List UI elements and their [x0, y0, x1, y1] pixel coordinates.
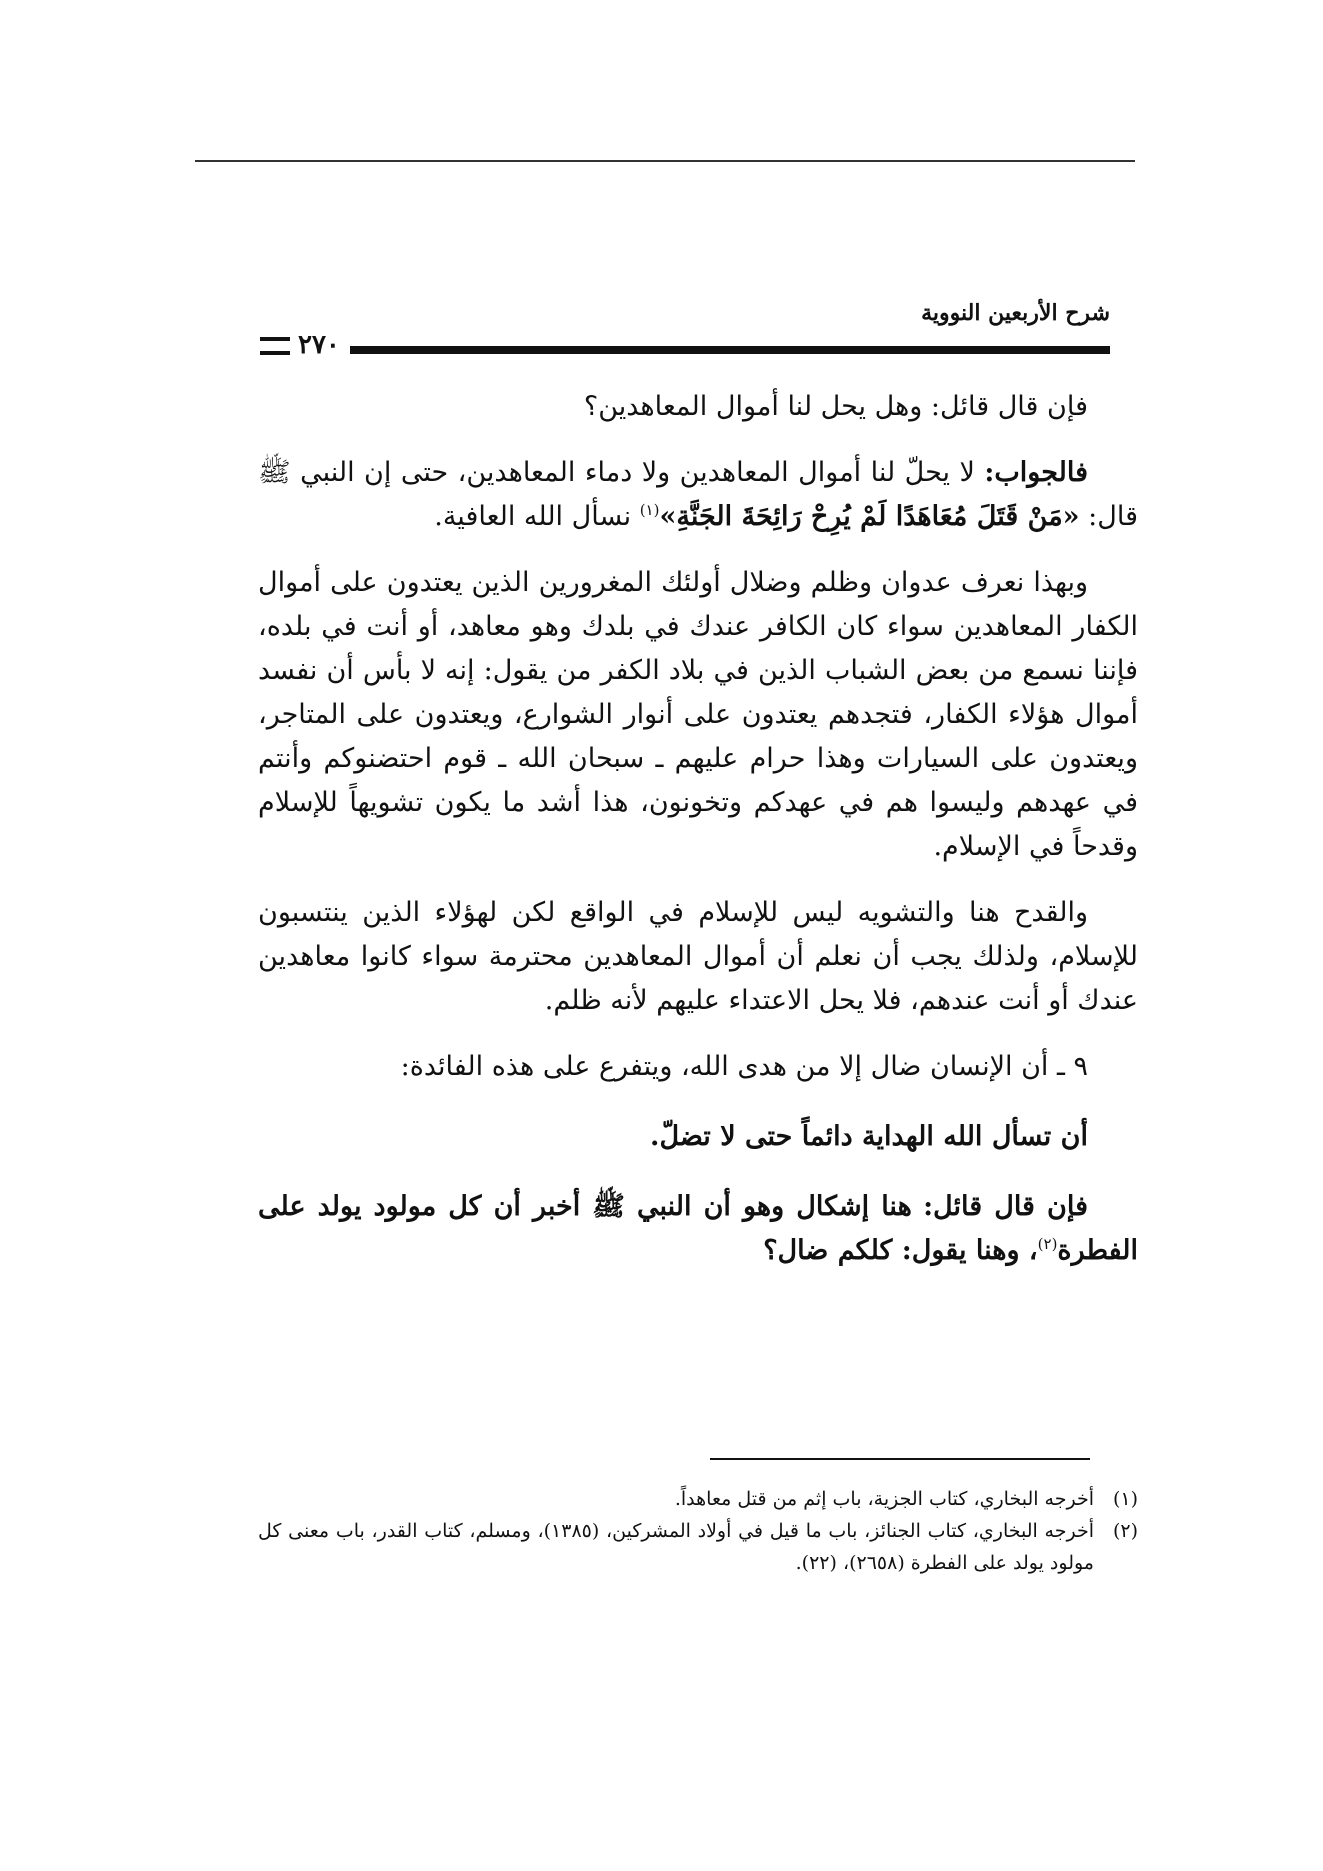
benefit-9: ٩ ـ أن الإنسان ضال إلا من هدى الله، ويتفرع على هذه الفائدة:	[400, 1051, 1088, 1082]
footnote-number: (١)	[1112, 1488, 1138, 1510]
answer-label: فالجواب:	[984, 457, 1088, 488]
objection-label: فإن قال قائل:	[923, 1191, 1088, 1222]
footnote-1	[258, 1483, 1138, 1515]
answer-closing: نسأل الله العافية.	[434, 501, 632, 532]
page-number	[260, 330, 350, 360]
footnote-number: (٢)	[1112, 1520, 1138, 1542]
paragraph-defamation: والقدح هنا والتشويه ليس للإسلام في الواقع لكن لهؤلاء الذين ينتسبون للإسلام، ولذلك يجب أن نعلم أن أموال المعاهدين محترمة سواء كانوا معاهدين عندك أو أنت عندهم، فلا يحل الاعتداء عليهم لأنه ظلم.	[258, 897, 1138, 1016]
page-number-value: ٢٧٠	[298, 330, 340, 360]
top-page-rule	[195, 160, 1135, 162]
benefit-9-branch: أن تسأل الله الهداية دائماً حتى لا تضلّ.	[650, 1121, 1088, 1152]
running-header	[260, 300, 1110, 360]
answer-text: لا يحلّ لنا أموال المعاهدين ولا دماء المعاهدين، حتى إن النبي ﷺ قال:	[258, 457, 1138, 532]
footnote-separator	[710, 1458, 1090, 1460]
page-number-ornament	[260, 337, 290, 355]
footnote-ref-2[interactable]: (٢)	[1037, 1235, 1058, 1253]
footnote-2	[258, 1515, 1138, 1579]
objection-closing: ، وهنا يقول: كلكم ضال؟	[763, 1235, 1038, 1266]
main-text	[258, 385, 1138, 1295]
paragraph-question: فإن قال قائل: وهل يحل لنا أموال المعاهدين؟	[583, 391, 1088, 422]
footnote-ref-1[interactable]: (١)	[639, 501, 660, 519]
hadith-quote: «مَنْ قَتَلَ مُعَاهَدًا لَمْ يُرِحْ رَائِحَةَ الجَنَّةِ»	[659, 501, 1080, 532]
header-rule	[260, 346, 1110, 354]
footnotes	[258, 1483, 1138, 1579]
header-title: شرح الأربعين النووية	[921, 300, 1110, 326]
paragraph-objection	[258, 1185, 1138, 1273]
footnote-text: أخرجه البخاري، كتاب الجزية، باب إثم من قتل معاهداً.	[674, 1488, 1094, 1510]
paragraph-answer	[258, 451, 1138, 539]
footnote-text: أخرجه البخاري، كتاب الجنائز، باب ما قيل في أولاد المشركين، (١٣٨٥)، ومسلم، كتاب القدر، باب معنى كل مولود يولد على الفطرة (٢٦٥٨)، (٢٢).	[258, 1520, 1094, 1574]
paragraph-aggression: وبهذا نعرف عدوان وظلم وضلال أولئك المغرورين الذين يعتدون على أموال الكفار المعاهدين سواء كان الكافر عندك في بلدك وهو معاهد، أو أنت في بلده، فإننا نسمع من بعض الشباب الذين في بلاد الكفر من يقول: إنه لا بأس أن نفسد أموال هؤلاء الكفار، فتجدهم يعتدون على أنوار الشوارع، ويعتدون على المتاجر، ويعتدون على السيارات وهذا حرام عليهم ـ سبحان الله ـ قوم احتضنوكم وأنتم في عهدهم وليسوا هم في عهدكم وتخونون، هذا أشد ما يكون تشويهاً للإسلام وقدحاً في الإسلام.	[258, 567, 1138, 862]
objection-text: هنا إشكال وهو أن النبي ﷺ أخبر أن كل مولود يولد على الفطرة	[258, 1191, 1138, 1266]
